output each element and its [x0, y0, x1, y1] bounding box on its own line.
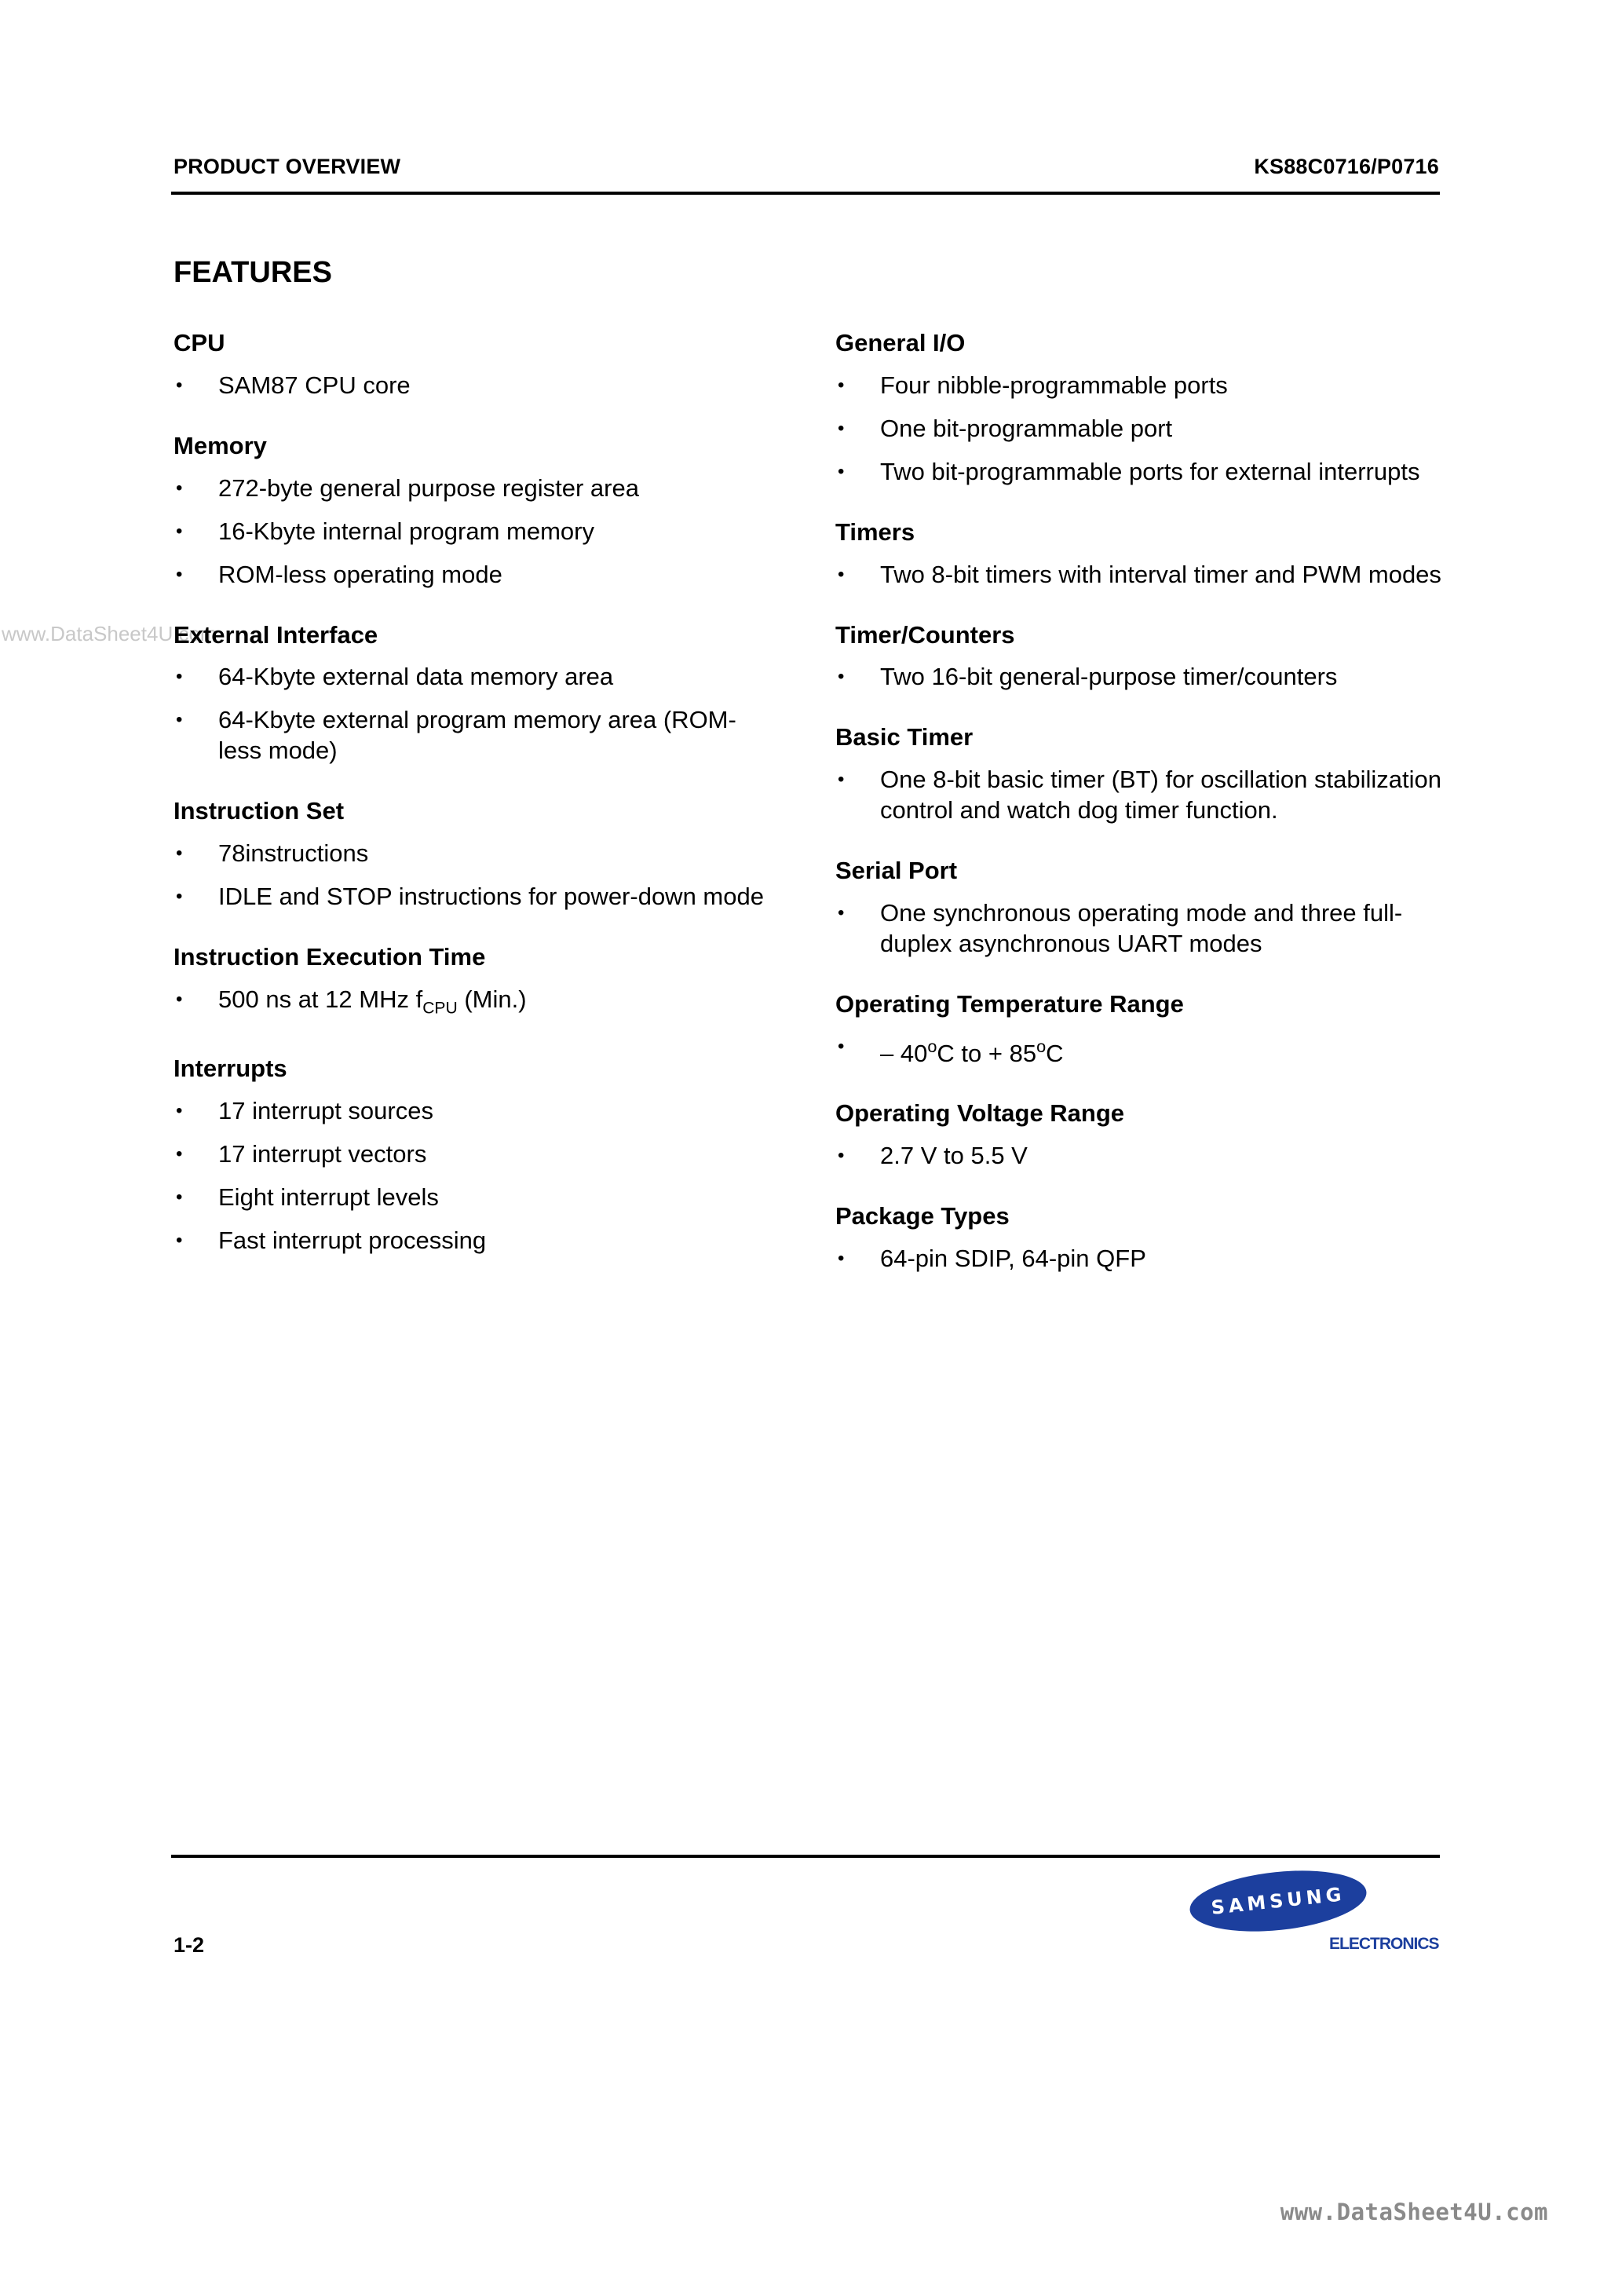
- header-part-number: KS88C0716/P0716: [1254, 155, 1439, 178]
- temp-min-text: – 40: [880, 1039, 928, 1067]
- section-heading: Instruction Execution Time: [174, 943, 486, 971]
- feature-item: • Eight interrupt levels: [174, 1182, 770, 1212]
- logo-subtitle: ELECTRONICS: [1329, 1935, 1439, 1953]
- feature-item: • 17 interrupt sources: [174, 1095, 770, 1126]
- temp-unit-text: C: [1046, 1039, 1064, 1067]
- feature-item: [835, 1031, 1456, 1069]
- feature-item: • 17 interrupt vectors: [174, 1139, 770, 1169]
- feature-section: [835, 1201, 1456, 1274]
- section-heading: External Interface: [174, 620, 378, 649]
- feature-section: [174, 942, 770, 1023]
- feature-section: [174, 620, 770, 766]
- feature-item: • SAM87 CPU core: [174, 370, 770, 400]
- feature-item: • One bit-programmable port: [835, 413, 1456, 444]
- section-heading: Serial Port: [835, 857, 958, 884]
- feature-item: • 2.7 V to 5.5 V: [835, 1140, 1456, 1171]
- temp-mid-text: C to + 85: [937, 1039, 1037, 1067]
- section-heading: Operating Voltage Range: [835, 1099, 1125, 1128]
- degree-mark: o: [927, 1036, 937, 1056]
- feature-item: • One synchronous operating mode and three full-duplex asynchronous UART modes: [835, 898, 1456, 959]
- feature-section: [835, 1099, 1456, 1171]
- feature-item: • 64-Kbyte external program memory area (ROM-less mode): [174, 704, 770, 766]
- feature-item: • Two bit-programmable ports for external interrupts: [835, 456, 1456, 487]
- exec-time-subscript: CPU: [422, 999, 458, 1018]
- header-section-title: PRODUCT OVERVIEW: [174, 155, 401, 178]
- watermark-text: www.DataSheet4U.com: [2, 622, 217, 645]
- feature-item: • Two 8-bit timers with interval timer and PWM modes: [835, 559, 1456, 590]
- feature-section: [174, 328, 770, 400]
- feature-section: [835, 989, 1456, 1069]
- samsung-logo: [1189, 1872, 1439, 1953]
- section-heading: Memory: [174, 431, 267, 459]
- feature-item: • 272-byte general purpose register area: [174, 473, 770, 503]
- section-heading: CPU: [174, 329, 225, 356]
- exec-time-text: 500 ns at 12 MHz f: [218, 985, 423, 1013]
- feature-section: [835, 856, 1456, 959]
- feature-section: [835, 620, 1456, 693]
- logo-oval: [1187, 1863, 1369, 1939]
- feature-item: • 64-Kbyte external data memory area: [174, 661, 770, 692]
- footer-rule: [171, 1855, 1440, 1858]
- page-title: FEATURES: [174, 256, 332, 289]
- features-right-column: [835, 328, 1456, 1304]
- feature-section: [835, 328, 1456, 487]
- exec-time-suffix: (Min.): [457, 985, 527, 1013]
- watermark-footer-text: www.DataSheet4U.com: [1280, 2199, 1548, 2225]
- section-heading: Interrupts: [174, 1055, 287, 1083]
- section-heading: Package Types: [835, 1202, 1010, 1230]
- feature-item: • IDLE and STOP instructions for power-down mode: [174, 881, 770, 912]
- section-heading: Instruction Set: [174, 797, 345, 825]
- features-left-column: [174, 328, 770, 1286]
- section-heading: Basic Timer: [835, 723, 974, 751]
- feature-item: • Two 16-bit general-purpose timer/counters: [835, 661, 1456, 692]
- feature-item: • 16-Kbyte internal program memory: [174, 516, 770, 547]
- feature-item: • One 8-bit basic timer (BT) for oscillation stabilization control and watch dog timer function.: [835, 764, 1456, 825]
- feature-item: [174, 984, 770, 1023]
- feature-item: • Fast interrupt processing: [174, 1225, 770, 1256]
- feature-item: • 64-pin SDIP, 64-pin QFP: [835, 1243, 1456, 1274]
- feature-item: • Four nibble-programmable ports: [835, 370, 1456, 400]
- feature-item: • ROM-less operating mode: [174, 559, 770, 590]
- feature-section: [174, 1054, 770, 1256]
- feature-item: • 78instructions: [174, 838, 770, 868]
- degree-mark: o: [1036, 1036, 1047, 1056]
- section-heading: Timers: [835, 517, 915, 546]
- section-heading: Operating Temperature Range: [835, 989, 1184, 1018]
- logo-brand-text: SAMSUNG: [1210, 1883, 1346, 1919]
- feature-section: [835, 722, 1456, 825]
- header-rule: [171, 192, 1440, 195]
- section-heading: General I/O: [835, 329, 966, 356]
- feature-section: [835, 517, 1456, 590]
- feature-section: [174, 431, 770, 590]
- page-number: 1-2: [174, 1933, 205, 1957]
- section-heading: Timer/Counters: [835, 620, 1015, 649]
- feature-section: [174, 796, 770, 912]
